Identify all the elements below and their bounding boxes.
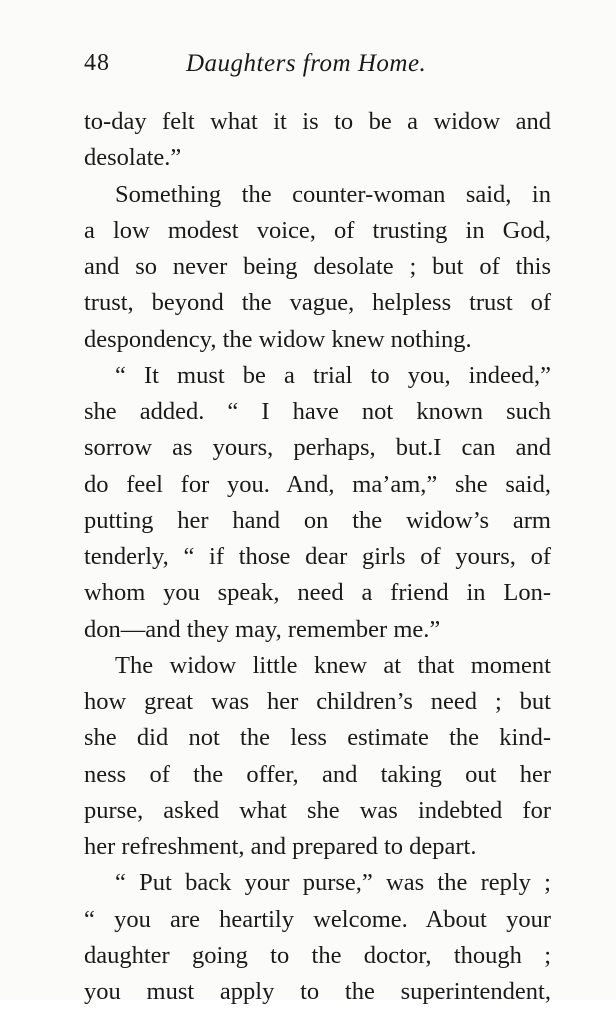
text-line: daughter going to the doctor, though ; — [84, 941, 551, 969]
body-text — [84, 104, 551, 1010]
text-line: purse, asked what she was indebted for — [84, 796, 551, 824]
text-line: do feel for you. And, ma’am,” she said, — [84, 470, 551, 498]
text-line: The widow little knew at that moment — [115, 651, 551, 679]
text-line: she did not the less estimate the kind- — [84, 724, 551, 752]
running-title: Daughters from Home. — [186, 50, 427, 77]
page-header — [84, 50, 554, 90]
text-line: she added. “ I have not known such — [84, 398, 551, 425]
text-line: tenderly, “ if those dear girls of yours, of — [84, 543, 551, 570]
text-line: “ you are heartily welcome. About your — [84, 905, 551, 933]
page-number: 48 — [84, 50, 110, 76]
text-line: whom you speak, need a friend in Lon- — [84, 579, 551, 607]
text-line: a low modest voice, of trusting in God, — [84, 216, 551, 244]
text-line: putting her hand on the widow’s arm — [84, 506, 551, 534]
text-line: and so never being desolate ; but of this — [84, 253, 551, 280]
text-line: you must apply to the superintendent, — [84, 978, 551, 1005]
text-line: “ It must be a trial to you, indeed,” — [115, 361, 551, 389]
text-line: despondency, the widow knew nothing. — [84, 325, 472, 353]
text-line: desolate.” — [84, 144, 182, 172]
text-line: “ Put back your purse,” was the reply ; — [115, 869, 551, 897]
text-line: to-day felt what it is to be a widow and — [84, 108, 551, 135]
text-line: her refreshment, and prepared to depart. — [84, 833, 477, 860]
text-line: don—and they may, remember me.” — [84, 615, 441, 643]
text-line: how great was her children’s need ; but — [84, 688, 551, 715]
text-line: sorrow as yours, perhaps, but.I can and — [84, 434, 551, 462]
text-line: trust, beyond the vague, helpless trust of — [84, 289, 551, 317]
text-line: Something the counter-woman said, in — [115, 180, 551, 208]
text-line: ness of the offer, and taking out her — [84, 760, 551, 788]
